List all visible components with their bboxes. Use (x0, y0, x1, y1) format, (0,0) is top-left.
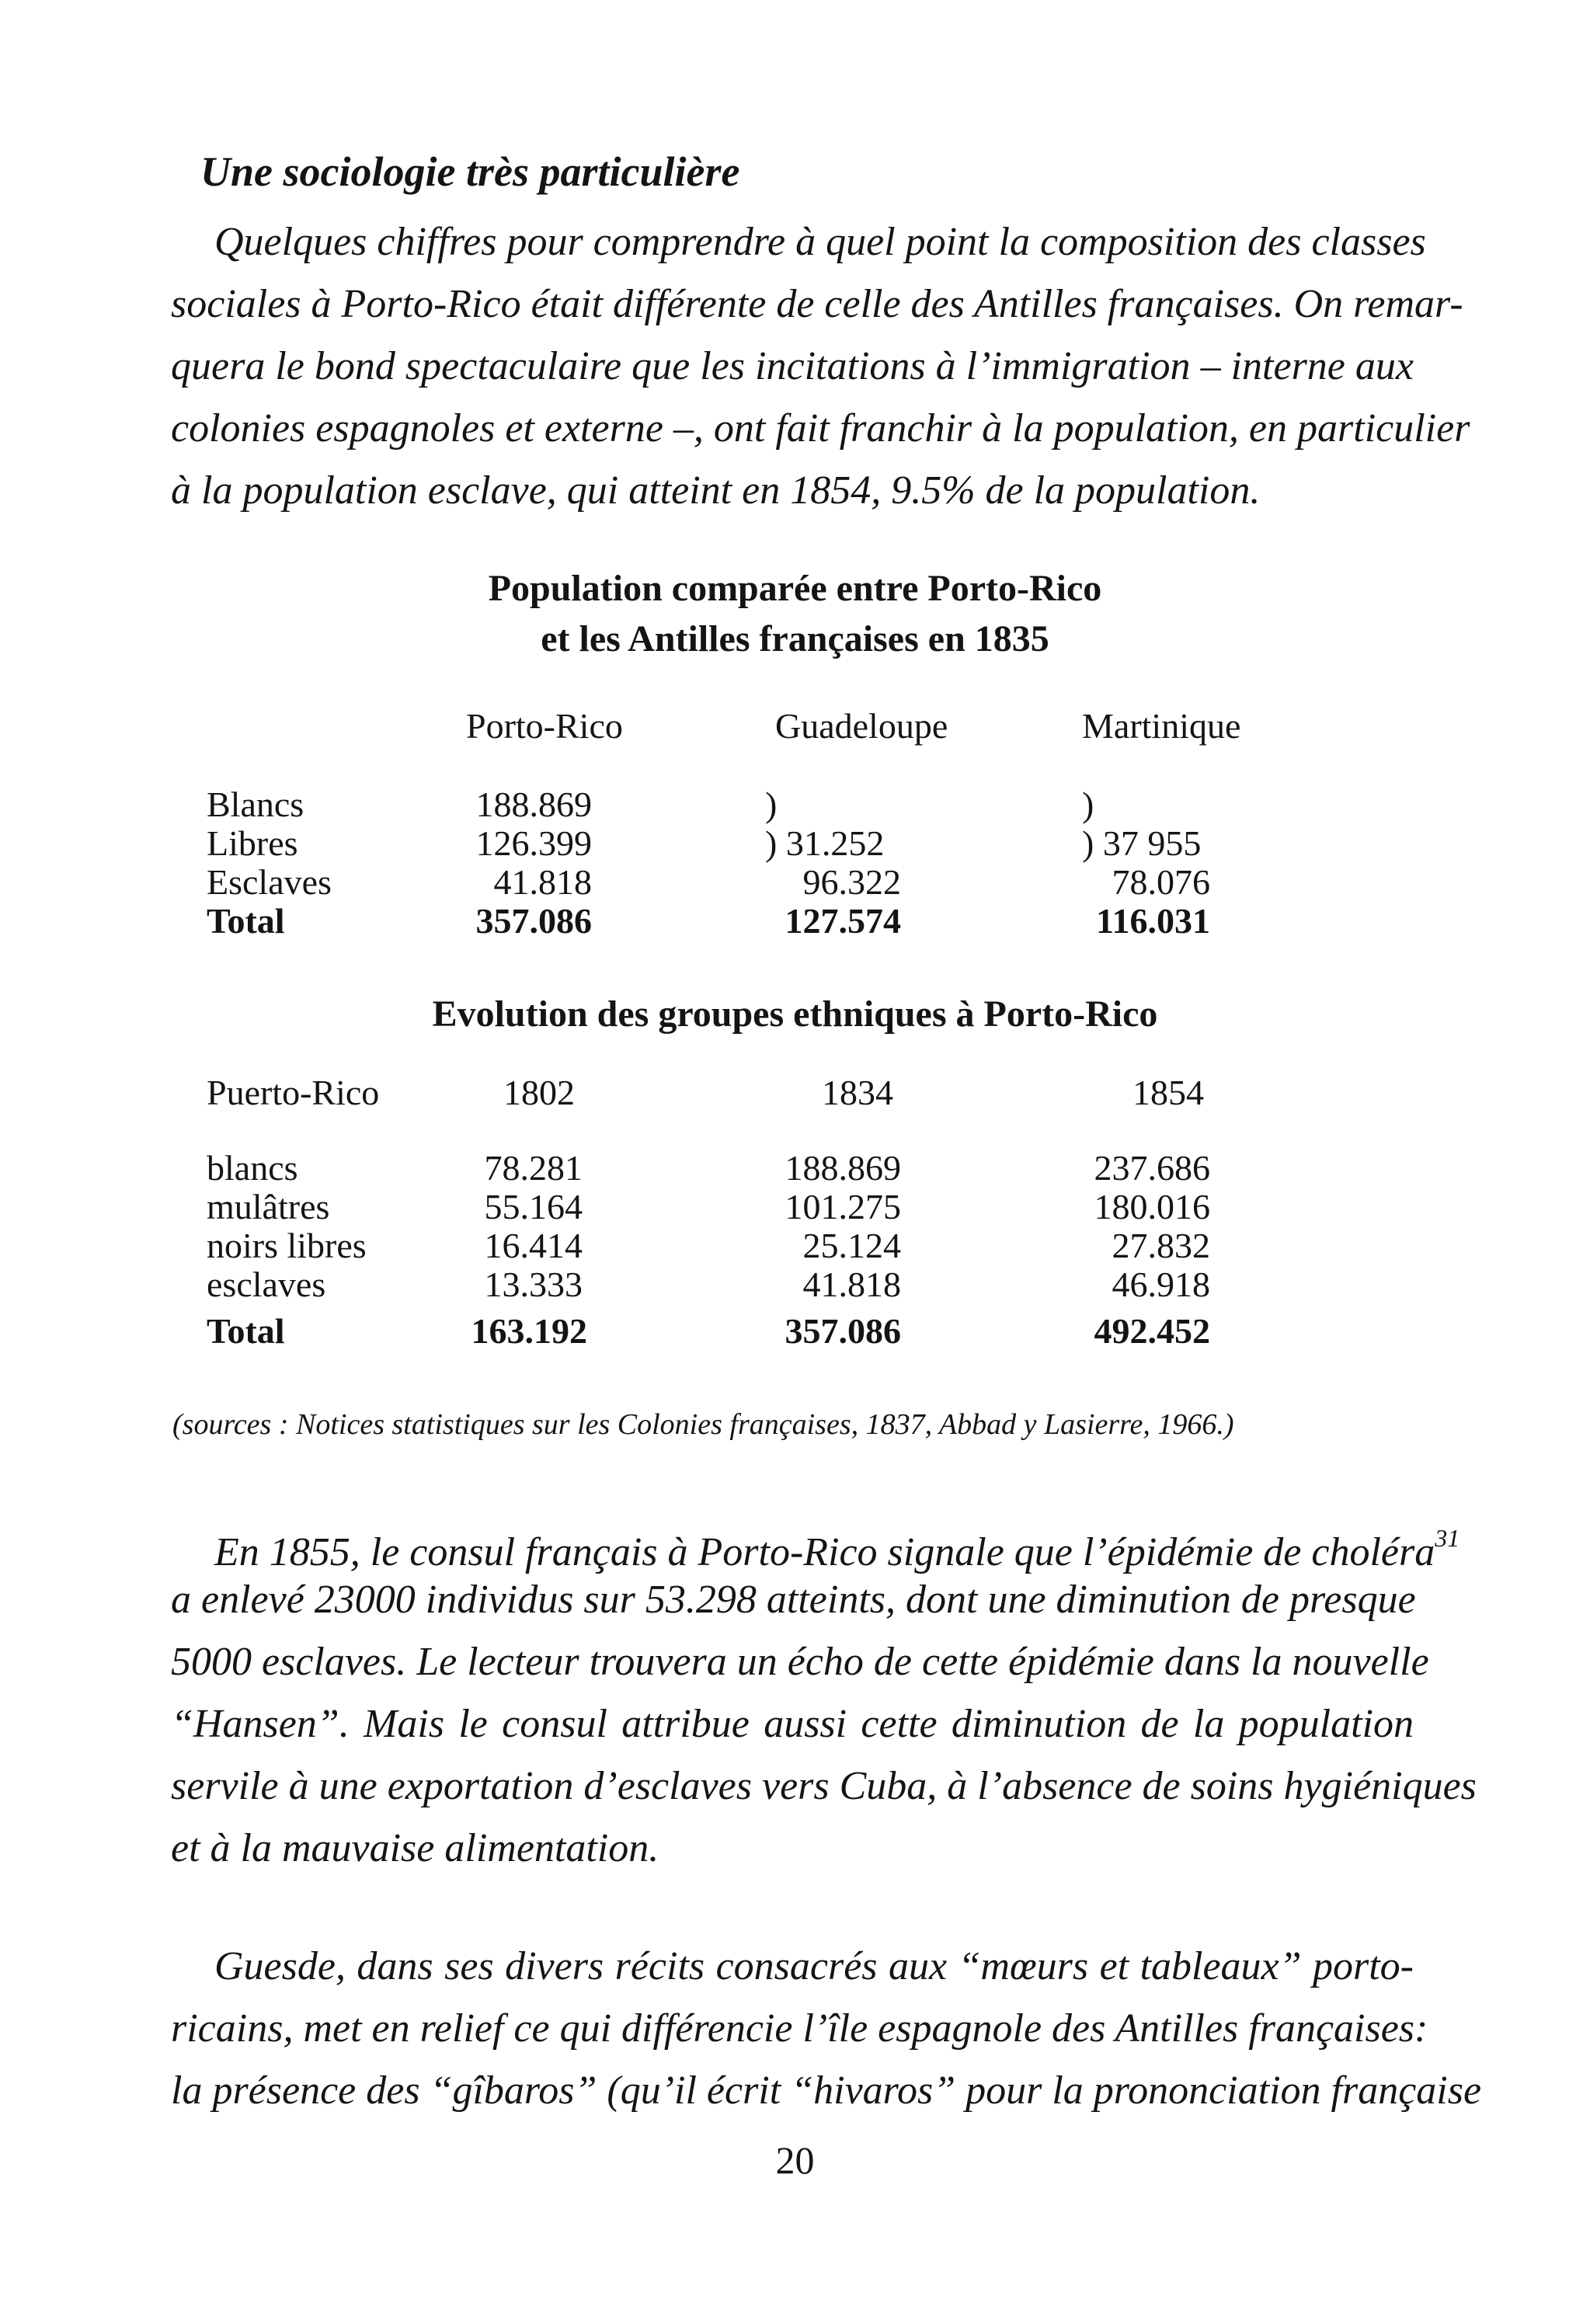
table1-cell: 188.869 (475, 785, 592, 824)
table2-col-header: 1854 (1132, 1073, 1204, 1112)
paragraph-line: a enlevé 23000 individus sur 53.298 atteints, dont une diminution de presque (171, 1578, 1416, 1622)
intro-line: colonies espagnoles et externe –, ont fait franchir à la population, en particulier (171, 406, 1470, 451)
table1-row-label: Libres (207, 823, 298, 863)
table1-col-header: Martinique (1082, 706, 1241, 746)
table1-col-header: Porto-Rico (466, 706, 623, 746)
sources-note: (sources : Notices statistiques sur les Colonies françaises, 1837, Abbad y Lasierre, 1966.) (172, 1408, 1234, 1441)
intro-line: quera le bond spectaculaire que les incitations à l’immigration – interne aux (171, 344, 1414, 388)
table2-row-label: Total (207, 1311, 285, 1351)
table2-cell: 163.192 (471, 1311, 587, 1351)
table1-cell: ) 37 955 (1082, 823, 1202, 863)
table1-cell: ) (1082, 785, 1094, 824)
paragraph-line: ricains, met en relief ce qui différencie l’île espagnole des Antilles françaises: (171, 2006, 1428, 2051)
paragraph-line: “Hansen”. Mais le consul attribue aussi cette diminution de la population (171, 1702, 1414, 1746)
table2-cell: 16.414 (484, 1226, 583, 1265)
table2-row-label: mulâtres (207, 1187, 330, 1226)
table2-cell: 78.281 (484, 1148, 583, 1188)
table2-cell: 46.918 (1112, 1265, 1210, 1304)
table2-title: Evolution des groupes ethniques à Porto-Rico (432, 993, 1158, 1035)
table2-cell: 41.818 (802, 1265, 901, 1304)
table1-row-label: Total (207, 901, 285, 941)
intro-line: à la population esclave, qui atteint en 1854, 9.5% de la population. (171, 468, 1261, 513)
intro-line: Quelques chiffres pour comprendre à quel point la composition des classes (214, 220, 1426, 264)
table1-title-line1: Population comparée entre Porto-Rico (488, 568, 1102, 609)
paragraph-line (171, 1507, 1460, 1574)
paragraph-line: 5000 esclaves. Le lecteur trouvera un écho de cette épidémie dans la nouvelle (171, 1640, 1429, 1684)
intro-paragraph (171, 211, 1470, 522)
table1-cell: 78.076 (1112, 862, 1210, 902)
table1-cell: ) 31.252 (765, 823, 885, 863)
table2-cell: 55.164 (484, 1187, 583, 1226)
table2-cell: 237.686 (1094, 1148, 1210, 1188)
table2-row-label: esclaves (207, 1265, 326, 1304)
table2-cell: 180.016 (1094, 1187, 1210, 1226)
table2-cell: 188.869 (785, 1148, 901, 1188)
table1-cell: 127.574 (785, 901, 901, 941)
paragraph-line: et à la mauvaise alimentation. (171, 1826, 659, 1870)
page-number: 20 (775, 2138, 815, 2182)
paragraph-line: Guesde, dans ses divers récits consacrés aux “mœurs et tableaux” porto- (214, 1944, 1414, 1988)
table2-col-header: 1834 (822, 1073, 893, 1112)
table2-col-header: 1802 (503, 1073, 575, 1112)
table1-title-line2: et les Antilles françaises en 1835 (541, 618, 1049, 659)
table1-cell: 116.031 (1096, 901, 1210, 941)
paragraph-text: En 1855, le consul français à Porto-Rico signale que l’épidémie de choléra (214, 1530, 1435, 1574)
table2-header-label: Puerto-Rico (207, 1073, 380, 1112)
table2-row-label: blancs (207, 1148, 298, 1188)
paragraph-line: la présence des “gîbaros” (qu’il écrit “hivaros” pour la prononciation française (171, 2068, 1482, 2113)
table2-cell: 27.832 (1112, 1226, 1210, 1265)
section-heading: Une sociologie très particulière (200, 148, 740, 195)
intro-line: sociales à Porto-Rico était différente de celle des Antilles françaises. On remar- (171, 282, 1463, 326)
table2-cell: 13.333 (484, 1265, 583, 1304)
paragraph-line: servile à une exportation d’esclaves vers Cuba, à l’absence de soins hygiéniques (171, 1764, 1477, 1808)
table1-cell: 41.818 (493, 862, 592, 902)
table1-cell: 126.399 (475, 823, 592, 863)
table2-cell: 101.275 (785, 1187, 901, 1226)
table1-row-label: Blancs (207, 785, 304, 824)
footnote-reference: 31 (1435, 1524, 1460, 1552)
cholera-paragraph (171, 1507, 1477, 1880)
table2-cell: 357.086 (785, 1311, 901, 1351)
table2-cell: 25.124 (802, 1226, 901, 1265)
table1-cell: 96.322 (802, 862, 901, 902)
table2-row-label: noirs libres (207, 1226, 367, 1265)
table2-cell: 492.452 (1094, 1311, 1210, 1351)
guesde-paragraph (171, 1936, 1482, 2122)
table1-cell: ) (765, 785, 778, 824)
table1-col-header: Guadeloupe (775, 706, 948, 746)
table1-cell: 357.086 (475, 901, 592, 941)
table1-row-label: Esclaves (207, 862, 332, 902)
